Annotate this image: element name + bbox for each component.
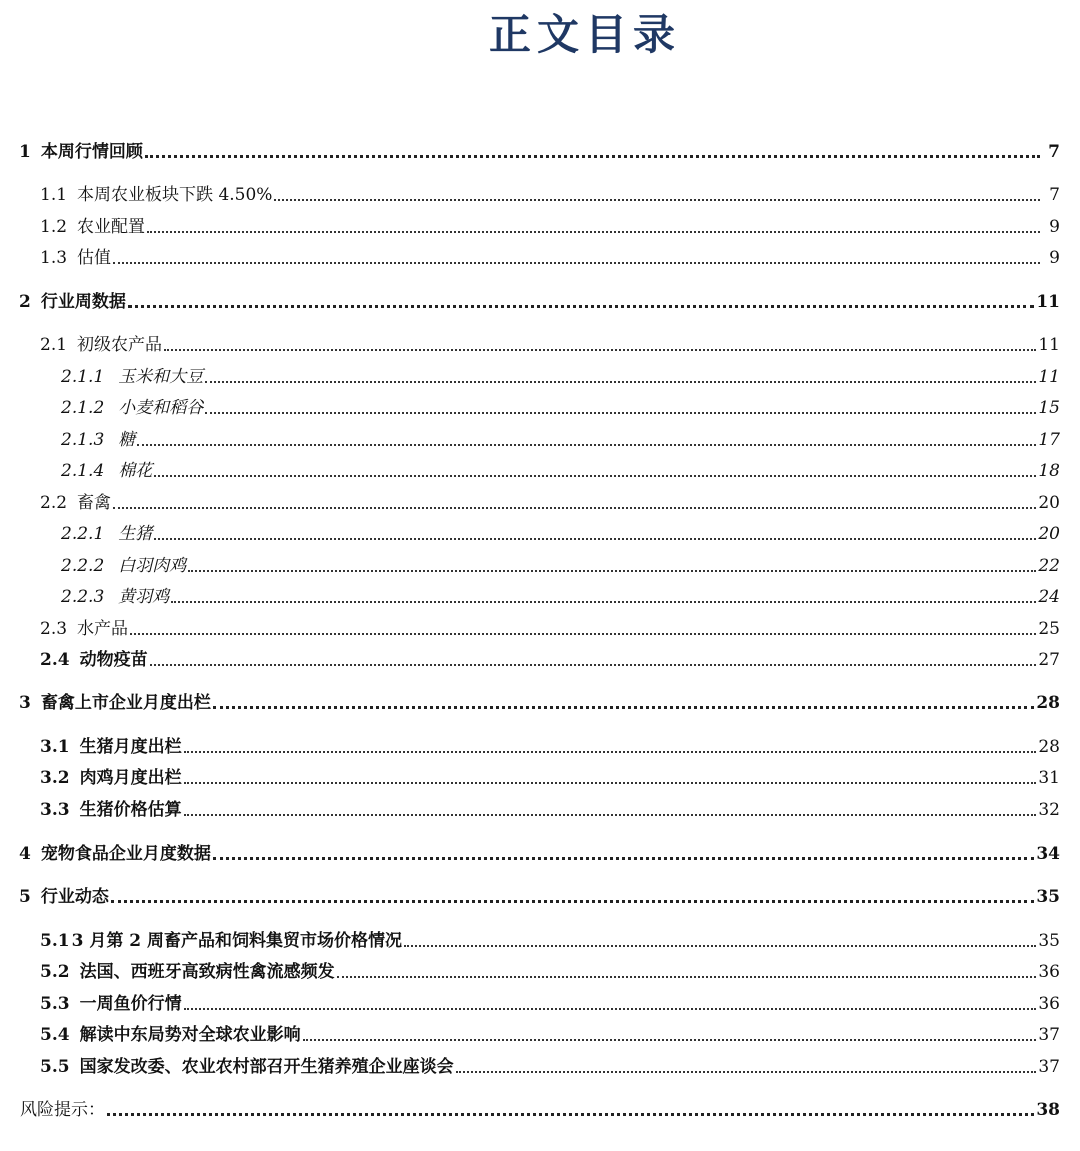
toc-entry[interactable] [0, 614, 1080, 640]
toc-page-number: 18 [1038, 461, 1060, 481]
toc-entry[interactable] [0, 645, 1080, 671]
toc-entry[interactable] [0, 763, 1080, 789]
toc-entry[interactable] [0, 926, 1080, 952]
toc-entry[interactable] [0, 330, 1080, 356]
toc-entry-number: 3.2 [40, 768, 70, 788]
toc-entry[interactable] [0, 732, 1080, 758]
toc-page-number: 9 [1049, 217, 1060, 237]
toc-dot-leader [130, 633, 1036, 635]
toc-dot-leader [107, 1113, 1034, 1116]
toc-entry-title: 白羽肉鸡 [118, 556, 187, 576]
toc-entry[interactable] [0, 688, 1080, 714]
toc-entry[interactable] [0, 551, 1080, 577]
toc-entry[interactable] [0, 1052, 1080, 1078]
toc-entry-number: 5.5 [40, 1057, 70, 1077]
toc-entry-number: 2.1 [40, 335, 68, 355]
toc-entry-title: 估值 [77, 248, 112, 268]
toc-entry-title: 玉米和大豆 [118, 367, 204, 387]
toc-entry-title: 宠物食品企业月度数据 [40, 844, 211, 864]
toc-dot-leader [164, 349, 1036, 351]
toc-entry[interactable] [0, 795, 1080, 821]
toc-entry-title: 黄羽鸡 [118, 587, 170, 607]
toc-entry-title: 生猪价格估算 [79, 800, 182, 820]
toc-page-number: 9 [1049, 248, 1060, 268]
toc-entry-title: 棉花 [118, 461, 153, 481]
toc-entry-title: 国家发改委、农业农村部召开生猪养殖企业座谈会 [79, 1057, 454, 1077]
toc-entry[interactable] [0, 488, 1080, 514]
toc-entry-title: 糖 [118, 430, 136, 450]
toc-page-number: 27 [1038, 650, 1060, 670]
toc-entry-title: 风险提示： [20, 1100, 105, 1120]
toc-dot-leader [213, 857, 1034, 860]
toc-entry-title: 生猪月度出栏 [79, 737, 182, 757]
toc-dot-leader [113, 507, 1036, 509]
toc-page-number: 15 [1038, 398, 1060, 418]
toc-entry-title: 小麦和稻谷 [118, 398, 204, 418]
toc-page-number: 38 [1036, 1100, 1060, 1120]
toc-dot-leader [137, 444, 1036, 446]
toc-dot-leader [303, 1039, 1037, 1041]
toc-dot-leader [145, 155, 1040, 158]
toc-entry[interactable] [0, 456, 1080, 482]
toc-page-number: 7 [1048, 142, 1060, 162]
toc-dot-leader [456, 1071, 1037, 1073]
toc-entry-number: 2 [19, 292, 31, 312]
toc-dot-leader [205, 412, 1036, 414]
toc-entry-number: 2.2.2 [61, 556, 105, 576]
toc-page-number: 37 [1038, 1025, 1060, 1045]
toc-entry-number: 2.1.3 [61, 430, 105, 450]
toc-page-number: 11 [1036, 292, 1060, 312]
toc-entry[interactable] [0, 287, 1080, 313]
toc-entry[interactable] [0, 393, 1080, 419]
toc-dot-leader [337, 976, 1037, 978]
toc-page-number: 31 [1038, 768, 1060, 788]
toc-dot-leader [128, 305, 1034, 308]
toc-entry-title: 本周农业板块下跌 4.50% [77, 185, 273, 205]
toc-entry-number: 3 [19, 693, 31, 713]
toc-page-number: 34 [1036, 844, 1060, 864]
toc-page-number: 28 [1036, 693, 1060, 713]
toc-page-number: 36 [1038, 994, 1060, 1014]
toc-entry[interactable] [0, 1020, 1080, 1046]
toc-page-number: 20 [1038, 493, 1060, 513]
toc-entry-title: 行业动态 [40, 887, 109, 907]
toc-entry-title: 解读中东局势对全球农业影响 [79, 1025, 301, 1045]
toc-entry[interactable] [0, 137, 1080, 163]
toc-entry-number: 2.2 [40, 493, 68, 513]
toc-page-number: 28 [1038, 737, 1060, 757]
toc-entry-number: 2.1.2 [61, 398, 105, 418]
toc-dot-leader [213, 706, 1034, 709]
toc-entry[interactable] [0, 957, 1080, 983]
toc-entry-title: 水产品 [77, 619, 129, 639]
toc-entry-number: 5.3 [40, 994, 70, 1014]
toc-page-number: 25 [1038, 619, 1060, 639]
toc-page-number: 20 [1038, 524, 1060, 544]
toc-dot-leader [154, 538, 1036, 540]
toc-entry-number: 2.3 [40, 619, 68, 639]
toc-entry-number: 3.3 [40, 800, 70, 820]
toc-dot-leader [184, 814, 1037, 816]
toc-dot-leader [188, 570, 1036, 572]
toc-entry-title: 肉鸡月度出栏 [79, 768, 182, 788]
toc-page-number: 17 [1038, 430, 1060, 450]
toc-entry[interactable] [0, 519, 1080, 545]
toc-entry[interactable] [0, 180, 1080, 206]
toc-dot-leader [111, 900, 1034, 903]
toc-entry-title: 畜禽 [77, 493, 112, 513]
toc-page-number: 35 [1038, 931, 1060, 951]
toc-entry[interactable] [0, 989, 1080, 1015]
toc-entry[interactable] [0, 839, 1080, 865]
toc-page-number: 24 [1038, 587, 1060, 607]
toc-entry[interactable] [0, 212, 1080, 238]
page-title: 正文目录 [488, 10, 681, 59]
toc-page-number: 36 [1038, 962, 1060, 982]
toc-entry-number: 3.1 [40, 737, 70, 757]
toc-entry-number: 1.1 [40, 185, 68, 205]
toc-dot-leader [184, 1008, 1037, 1010]
toc-entry-number: 5 [19, 887, 31, 907]
toc-entry-number: 2.1.4 [61, 461, 105, 481]
toc-entry-title: 本周行情回顾 [40, 142, 143, 162]
toc-entry-number: 5.2 [40, 962, 70, 982]
toc-entry-title: 3 月第 2 周畜产品和饲料集贸市场价格情况 [71, 931, 402, 951]
toc-dot-leader [113, 262, 1040, 264]
toc-dot-leader [184, 782, 1037, 784]
toc-entry-number: 2.2.3 [61, 587, 105, 607]
toc-entry[interactable] [0, 243, 1080, 269]
toc-dot-leader [184, 751, 1037, 753]
toc-entry-number: 5.4 [40, 1025, 70, 1045]
toc-entry[interactable] [0, 1095, 1080, 1121]
toc-entry-title: 法国、西班牙高致病性禽流感频发 [79, 962, 335, 982]
toc-dot-leader [147, 231, 1040, 233]
toc-page-number: 11 [1038, 367, 1060, 387]
toc-entry-number: 1.2 [40, 217, 68, 237]
toc-entry-title: 一周鱼价行情 [79, 994, 182, 1014]
toc-entry-title: 畜禽上市企业月度出栏 [40, 693, 211, 713]
toc-entry-number: 5.1 [40, 931, 70, 951]
toc-page-number: 22 [1038, 556, 1060, 576]
toc-dot-leader [154, 475, 1036, 477]
toc-page-number: 11 [1038, 335, 1060, 355]
toc-entry-number: 1.3 [40, 248, 68, 268]
toc-page-number: 7 [1049, 185, 1060, 205]
toc-dot-leader [404, 945, 1036, 947]
toc-entry-title: 行业周数据 [40, 292, 126, 312]
toc-entry-number: 2.2.1 [61, 524, 105, 544]
toc-entry-number: 2.4 [40, 650, 70, 670]
toc-entry[interactable] [0, 582, 1080, 608]
toc-page-number: 35 [1036, 887, 1060, 907]
toc-entry-number: 2.1.1 [61, 367, 105, 387]
toc-entry-title: 初级农产品 [77, 335, 163, 355]
toc-entry-title: 生猪 [118, 524, 153, 544]
toc-dot-leader [171, 601, 1036, 603]
toc-page-number: 37 [1038, 1057, 1060, 1077]
toc-page-number: 32 [1038, 800, 1060, 820]
toc-entry[interactable] [0, 425, 1080, 451]
toc-dot-leader [205, 381, 1036, 383]
toc-entry-title: 农业配置 [77, 217, 146, 237]
toc-entry-title: 动物疫苗 [79, 650, 148, 670]
toc-dot-leader [274, 199, 1040, 201]
toc-dot-leader [150, 664, 1037, 666]
toc-entry[interactable] [0, 362, 1080, 388]
toc-entry-number: 1 [19, 142, 31, 162]
toc-entry[interactable] [0, 882, 1080, 908]
toc-entry-number: 4 [19, 844, 31, 864]
